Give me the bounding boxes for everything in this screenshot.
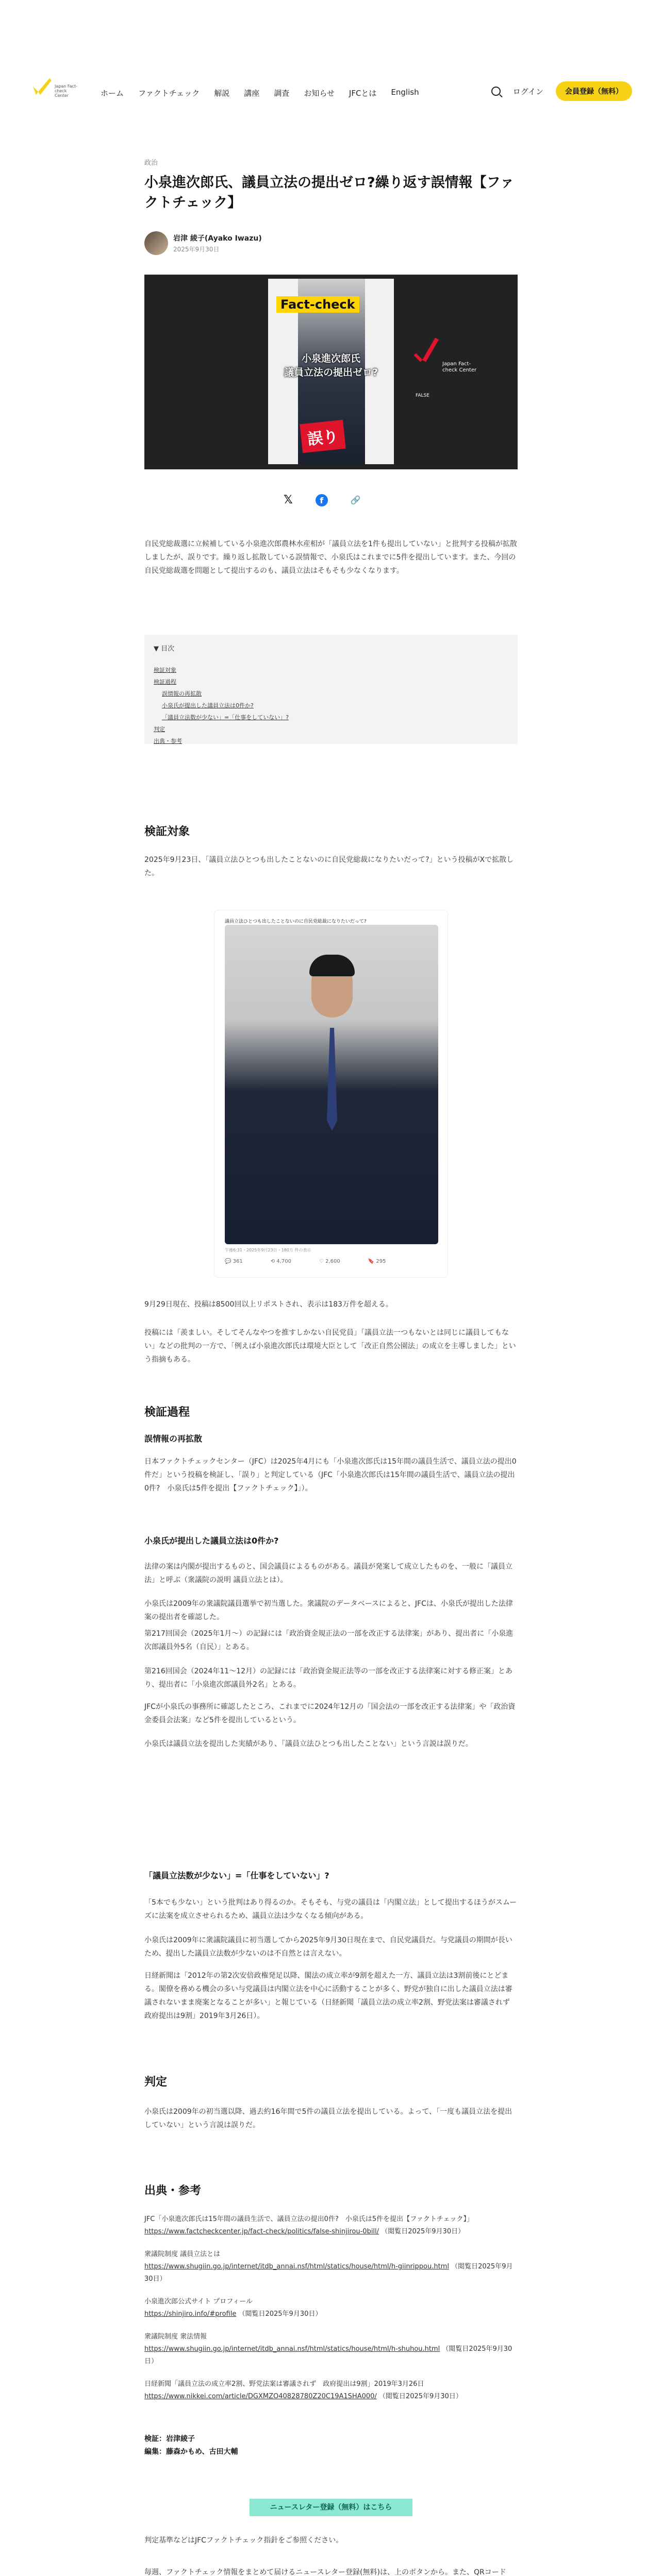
reference-title: 小泉進次郎公式サイト プロフィール — [144, 2298, 253, 2306]
author-block — [144, 231, 518, 255]
search-icon[interactable] — [491, 87, 501, 96]
newsletter-paragraph: 判定基準などはJFCファクトチェック指針をご参照ください。 — [144, 2536, 343, 2545]
author-name[interactable]: 岩津 綾子(Ayako Iwazu) — [173, 234, 262, 243]
section-heading-judgment: 判定 — [144, 2076, 168, 2089]
jfc-logo-icon[interactable] — [31, 77, 54, 100]
post-meta: 午後6:31・2025年9月23日・180万 件の表示 — [225, 1248, 311, 1252]
repost-count-value: 4,700 — [276, 1259, 291, 1264]
nav-english[interactable]: English — [391, 88, 419, 97]
login-link[interactable]: ログイン — [512, 87, 543, 96]
lead-paragraph: 自民党総裁選に立候補している小泉進次郎農林水産相が「議員立法を1件も提出していない」と批判する投稿が拡散しましたが、誤りです。繰り返し拡散している誤情報で、小泉氏はこれまでに5件を提出しています。また、今回の自民党総裁選を問題として提出するのも、議員立法はそもそも少なくなります。 — [144, 540, 517, 575]
subheading-few-bills: 「議員立法数が少ない」=「仕事をしていない」? — [144, 1871, 329, 1880]
reference-item — [144, 2331, 518, 2368]
jfc-mark-text: Japan Fact-check Center — [442, 361, 477, 373]
reference-link[interactable]: https://www.shugiin.go.jp/internet/itdb_annai.nsf/html/statics/house/html/h-shuhou.html — [144, 2345, 440, 2353]
embedded-post[interactable] — [214, 910, 448, 1278]
process-paragraph: 法律の案は内閣が提出するものと、国会議員によるものがある。議員が発案して成立したものを、一般に「議員立法」と呼ぶ（衆議院の説明 議員立法とは）。 — [144, 1563, 512, 1584]
publish-date: 2025年9月30日 — [173, 246, 220, 253]
newsletter-button[interactable]: ニュースレター登録（無料）はこちら — [250, 2499, 412, 2516]
rating-label: FALSE — [416, 393, 429, 398]
hero-card — [268, 279, 394, 464]
toc-heading-label: 目次 — [161, 645, 175, 653]
main-nav — [101, 88, 419, 98]
credit-writer: 検証：岩津綾子 — [144, 2435, 195, 2443]
nav-explainer[interactable]: 解説 — [214, 89, 230, 98]
photo-tie — [327, 1028, 337, 1131]
reference-note: （閲覧日2025年9月30日） — [144, 2345, 512, 2365]
credit-editor: 編集：藤森かもめ、古田大輔 — [144, 2448, 238, 2456]
reference-note: （閲覧日2025年9月30日） — [378, 2393, 462, 2400]
reference-item — [144, 2213, 518, 2238]
category-label[interactable]: 政治 — [144, 159, 158, 167]
toc-list — [154, 664, 508, 747]
post-text: 議員立法ひとつも出したことないのに自民党総裁になりたいだって? — [225, 919, 367, 924]
nav-about[interactable]: JFCとは — [349, 89, 377, 98]
newsletter-paragraph: 毎週、ファクトチェック情報をまとめて届けるニュースレター登録(無料)は、上のボタンから。また、QRコード — [144, 2568, 506, 2576]
repost-count[interactable]: ⟲ 4,700 — [270, 1259, 291, 1264]
reference-item — [144, 2248, 518, 2285]
section-heading-target: 検証対象 — [144, 825, 190, 838]
subheading-respread: 誤情報の再拡散 — [144, 1434, 203, 1444]
process-paragraph: 日本ファクトチェックセンター（JFC）は2025年4月にも「小泉進次郎氏は15年間の議員生活で、議員立法の提出0件だ」という投稿を検証し、「誤り」と判定している（JFC「小泉進次郎氏は15年間の議員生活で、議員立法の提出0件? 小泉氏は5件を提出【ファクトチェック】」）。 — [144, 1458, 517, 1493]
toc-item[interactable]: 検証対象 — [154, 667, 176, 673]
post-photo — [225, 925, 438, 1244]
reference-link[interactable]: https://www.nikkei.com/article/DGXMZO40828780Z20C19A1SHA000/ — [144, 2393, 377, 2400]
page-title: 小泉進次郎氏、議員立法の提出ゼロ?繰り返す誤情報【ファクトチェック】 — [144, 175, 515, 211]
toc-item[interactable]: 出典・参考 — [154, 738, 182, 744]
toc-item[interactable]: 小泉氏が提出した議員立法は0件か? — [162, 702, 254, 709]
share-bar — [284, 494, 382, 506]
like-count[interactable]: ♡ 2,600 — [319, 1259, 340, 1264]
process-paragraph: 小泉氏は2009年に衆議院議員に初当選してから2025年9月30日現在まで、自民党議員だ。与党議員の期間が長いため、提出した議員立法数が少ないのは不自然とは言えない。 — [144, 1936, 512, 1958]
target-paragraph: 9月29日現在、投稿は8500回以上リポストされ、表示は183万件を超える。 — [144, 1300, 393, 1309]
bookmark-count[interactable]: 🔖 295 — [368, 1259, 386, 1264]
x-share-icon[interactable]: 𝕏 — [284, 494, 293, 506]
logo-text[interactable]: Japan Fact-check Center — [55, 84, 78, 98]
jfc-mark — [407, 335, 477, 398]
process-paragraph: 第217回国会（2025年1月〜）の記録には「政治資金規正法の一部を改正する法律案」があり、提出者に「小泉進次郎議員外5名（自民）」とある。 — [144, 1630, 514, 1651]
reference-note: （閲覧日2025年9月30日） — [144, 2263, 513, 2283]
reference-title: 衆議院制度 議員立法とは — [144, 2250, 221, 2258]
hero-caption — [270, 352, 392, 380]
reference-note: （閲覧日2025年9月30日） — [381, 2228, 465, 2235]
toc-heading[interactable]: ▼ 目次 — [154, 645, 175, 653]
bookmark-count-value: 295 — [376, 1259, 386, 1264]
nav-course[interactable]: 講座 — [244, 89, 260, 98]
reply-count[interactable]: 💬 361 — [225, 1259, 243, 1264]
target-paragraph: 投稿には「羨ましい。そしてそんなやつを推すしかない自民党員」「議員立法一つもないとは同じに議員してもない」などの批判の一方で、「例えば小泉進次郎氏は環境大臣として「改正自然公園法」の成立を主導しました」という指摘もある。 — [144, 1329, 516, 1364]
facebook-share-icon[interactable]: f — [316, 494, 328, 506]
like-count-value: 2,600 — [325, 1259, 340, 1264]
reference-item — [144, 2378, 518, 2403]
toc-item[interactable]: 誤情報の再拡散 — [162, 690, 202, 697]
header-actions — [491, 81, 632, 101]
avatar — [144, 231, 168, 255]
process-paragraph: 小泉氏は議員立法を提出した実績があり、「議員立法ひとつも出したことない」という言説は誤りだ。 — [144, 1740, 473, 1748]
reference-title: JFC「小泉進次郎氏は15年間の議員生活で、議員立法の提出0件? 小泉氏は5件を提出【ファクトチェック】」 — [144, 2215, 473, 2223]
reference-link[interactable]: https://www.factcheckcenter.jp/fact-check/politics/false-shinjirou-0bill/ — [144, 2228, 379, 2235]
reference-item — [144, 2296, 518, 2320]
subheading-zero-bills: 小泉氏が提出した議員立法は0件か? — [144, 1536, 279, 1546]
toc-item[interactable]: 検証過程 — [154, 679, 176, 685]
jfc-check-icon — [407, 335, 440, 387]
site-header — [0, 0, 662, 98]
register-button[interactable]: 会員登録（無料） — [556, 81, 632, 101]
copy-link-icon[interactable]: 🔗 — [350, 495, 361, 505]
reference-title: 衆議院制度 衆法情報 — [144, 2333, 207, 2341]
hero-image — [144, 275, 518, 469]
process-paragraph: 「5本でも少ない」という批判はあり得るのか。そもそも、与党の議員は「内閣立法」として提出するほうがスムーズに法案を成立させられるため、議員立法は少なくなる傾向がある。 — [144, 1899, 517, 1920]
nav-news[interactable]: お知らせ — [304, 89, 335, 98]
section-heading-process: 検証過程 — [144, 1406, 190, 1419]
credits — [144, 2433, 518, 2459]
nav-factcheck[interactable]: ファクトチェック — [138, 89, 200, 98]
reference-title: 日経新聞「議員立法の成立率2割、野党法案は審議されず 政府提出は9割」2019年3月26日 — [144, 2380, 424, 2388]
reference-link[interactable]: https://shinjiro.info/#profile — [144, 2310, 237, 2318]
toc-item[interactable]: 「議員立法数が少ない」=「仕事をしていない」? — [162, 714, 289, 721]
toc-item[interactable]: 判定 — [154, 726, 165, 733]
process-paragraph: 第216回国会（2024年11〜12月）の記録には「政治資金規正法等の一部を改正する法律案に対する修正案」とあり、提出者に「小泉進次郎議員外2名」とある。 — [144, 1667, 512, 1689]
reply-count-value: 361 — [233, 1259, 243, 1264]
reference-note: （閲覧日2025年9月30日） — [238, 2310, 322, 2318]
target-paragraph: 2025年9月23日、「議員立法ひとつも出したことないのに自民党総裁になりたいだって?」という投稿がXで拡散した。 — [144, 856, 514, 877]
factcheck-badge: Fact-check — [276, 296, 359, 313]
error-label: 誤り — [300, 420, 345, 453]
nav-home[interactable]: ホーム — [101, 89, 124, 98]
process-paragraph: 小泉氏は2009年の衆議院議員選挙で初当選した。衆議院のデータベースによると、JFCは、小泉氏が提出した法律案の提出者を確認した。 — [144, 1600, 513, 1621]
process-paragraph: JFCが小泉氏の事務所に確認したところ、これまでに2024年12月の「国会法の一部を改正する法律案」や「政治資金委員会法案」など5件を提出しているという。 — [144, 1703, 516, 1724]
photo-hair — [309, 955, 355, 976]
table-of-contents — [144, 635, 518, 744]
post-stats — [225, 1259, 386, 1264]
hero-caption-text: 小泉進次郎氏 議員立法の提出ゼロ? — [284, 353, 378, 378]
section-heading-references: 出典・参考 — [144, 2184, 202, 2197]
reference-list — [144, 2213, 518, 2413]
process-paragraph: 日経新聞は「2012年の第2次安倍政権発足以降、閣法の成立率が9割を超えた一方、議員立法は3割前後にとどまる。閣僚を務める機会の多い与党議員は内閣立法を中心に活動することが多く、野党が独自に出した議員立法は審議されないまま廃案となることが多い」と報じている（日経新聞「議員立法の成立率2割、野党法案は審議されず 政府提出は9割」2019年3月26日）。 — [144, 1972, 517, 2020]
nav-research[interactable]: 調査 — [274, 89, 290, 98]
judgment-paragraph: 小泉氏は2009年の初当選以降、過去約16年間で5件の議員立法を提出している。よって、「一度も議員立法を提出していない」という言説は誤りだ。 — [144, 2108, 512, 2129]
reference-link[interactable]: https://www.shugiin.go.jp/internet/itdb_annai.nsf/html/statics/house/html/h-giinrippou.html — [144, 2263, 449, 2270]
